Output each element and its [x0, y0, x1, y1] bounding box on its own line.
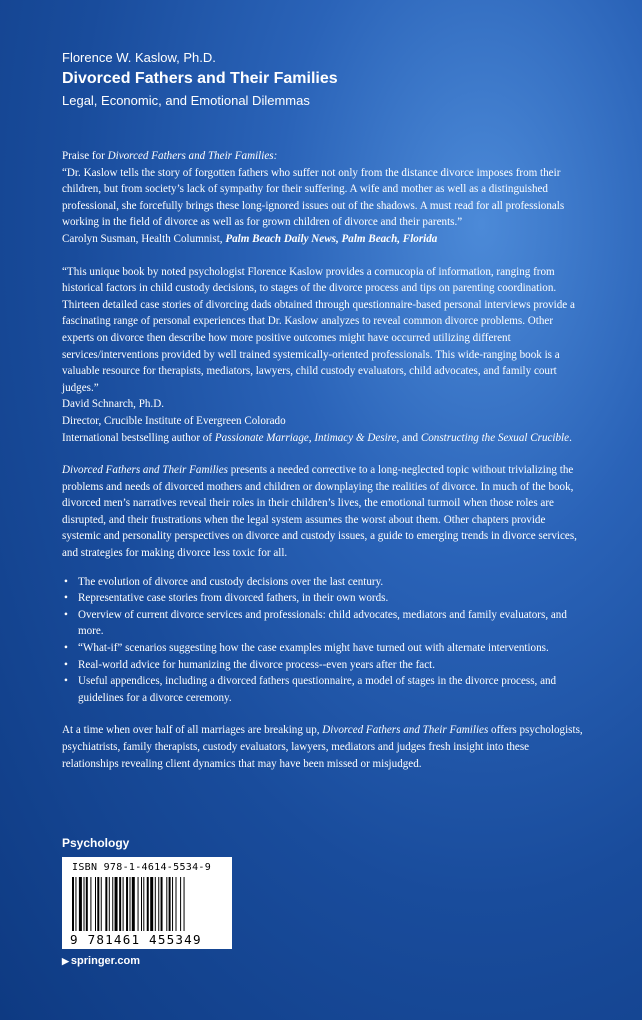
list-item: • Real-world advice for humanizing the divorce process--even years after the fact. — [74, 657, 584, 674]
barcode-bars — [70, 877, 224, 931]
isbn-barcode — [62, 857, 232, 949]
quote-attribution-susman: Carolyn Susman, Health Columnist, Palm Beach Daily News, Palm Beach, Florida — [62, 232, 438, 245]
back-cover-text — [62, 148, 584, 772]
list-item: • Useful appendices, including a divorced fathers questionnaire, a model of stages in the divorce process, and guidelines for a divorce ceremony. — [74, 673, 584, 706]
quote-schnarch: “This unique book by noted psychologist Florence Kaslow provides a cornucopia of information, ranging from historical factors in child custody decisions, to stages of the divorce process and tips on parenting coordination. Thirteen detailed case stories of divorcing dads obtained through questionnaire-based personal interviews provide a fascinating range of personal experiences that Dr. Kaslow analyzes to reveal common divorce problems. Other experts on divorce then describe how more positive outcomes might have occurred utilizing different services/interventions provided by well trained systemically-oriented professionals. This wide-ranging book is a valuable resource for therapists, mediators, lawyers, child custody evaluators, child advocates, and family court judges.” — [62, 265, 575, 394]
list-item: • Representative case stories from divorced fathers, in their own words. — [74, 590, 584, 607]
isbn-label: ISBN 978-1-4614-5534-9 — [72, 862, 212, 873]
feature-list — [62, 574, 584, 707]
attribution-credit: International bestselling author of Passionate Marriage, Intimacy & Desire, and Constructing the Sexual Crucible. — [62, 431, 572, 444]
book-subtitle: Legal, Economic, and Emotional Dilemmas — [62, 93, 310, 108]
publisher-link[interactable] — [62, 955, 140, 967]
list-item: • The evolution of divorce and custody decisions over the last century. — [74, 574, 584, 591]
attribution-name: David Schnarch, Ph.D. — [62, 398, 164, 411]
barcode-digits: 9 781461 455349 — [70, 932, 202, 947]
quote-kaslow: “Dr. Kaslow tells the story of forgotten fathers who suffer not only from the distance divorce imposes from their children, but from society’s lack of sympathy for their suffering. A wife and mother as well as a distinguished professional, she forcefully brings these long-ignored issues out of the shadows. A must read for all professionals working in the field of divorce as well as for grown children of divorce and their parents.” — [62, 166, 565, 229]
praise-intro: Praise for Divorced Fathers and Their Families: — [62, 150, 278, 162]
header — [62, 50, 622, 108]
description-paragraph: Divorced Fathers and Their Families presents a needed corrective to a long-neglected topic without trivializing the problems and needs of divorced mothers and children or downplaying the realities of divorce. In much of the book, divorced men’s narratives reveal their roles in their children’s lives, the emotional turmoil when those roles are disrupted, and their frustrations when the legal system assumes the worst about them. Other chapters provide systemic and personality perspectives on divorce and custody issues, a guide to emerging trends in divorce services, and strategies for making divorce less toxic for all. — [62, 464, 577, 560]
publisher-url: springer.com — [70, 955, 140, 967]
list-item: • “What-if” scenarios suggesting how the case examples might have turned out with alternate interventions. — [74, 640, 584, 657]
author-name: Florence W. Kaslow, Ph.D. — [62, 50, 216, 65]
praise-book-title: Divorced Fathers and Their Families: — [107, 150, 278, 162]
list-item: • Overview of current divorce services and professionals: child advocates, mediators and family evaluators, and more. — [74, 607, 584, 640]
book-title: Divorced Fathers and Their Families — [62, 70, 338, 87]
arrow-icon: ▶ — [62, 956, 69, 966]
attribution-role: Director, Crucible Institute of Evergreen Colorado — [62, 414, 286, 427]
subject-category: Psychology — [62, 836, 130, 850]
closing-paragraph: At a time when over half of all marriages are breaking up, Divorced Fathers and Their Families offers psychologists, psychiatrists, family therapists, custody evaluators, lawyers, mediators and judges fresh insight into these relationships revealing client dynamics that may have been missed or misjudged. — [62, 724, 583, 770]
